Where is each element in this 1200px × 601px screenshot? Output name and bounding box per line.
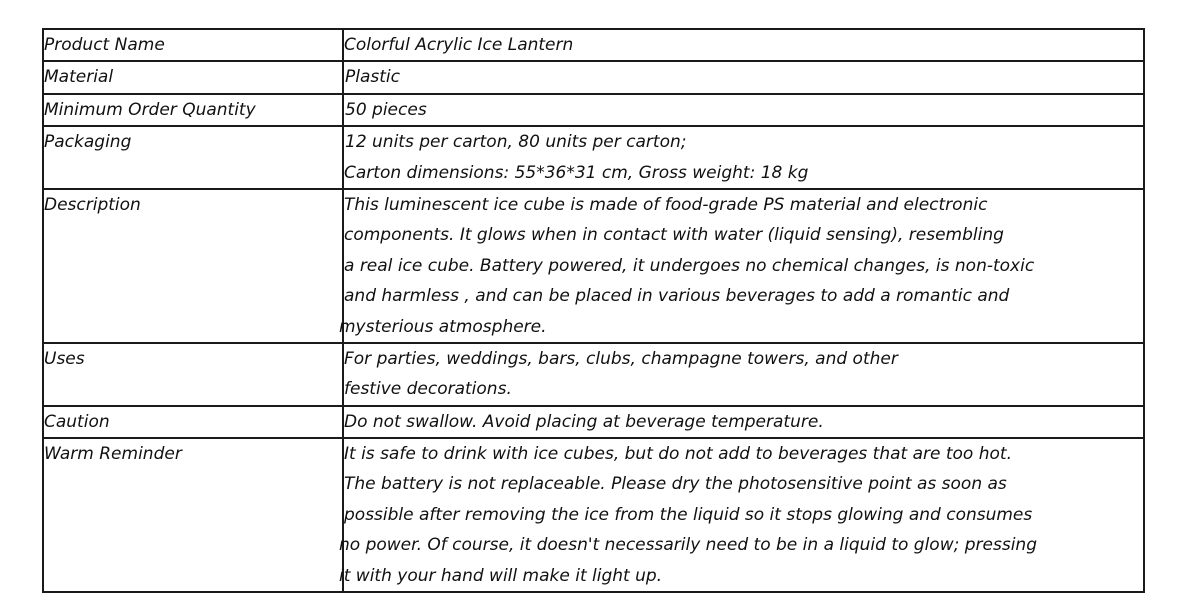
row-value-cell — [343, 61, 1144, 93]
row-value-line: components. It glows when in contact with water (liquid sensing), resembling — [344, 225, 1004, 246]
row-label-cell — [43, 406, 343, 438]
row-value-line: mysterious atmosphere. — [339, 316, 547, 337]
row-label-cell — [43, 438, 343, 592]
row-label: Packaging — [44, 132, 132, 153]
row-label: Minimum Order Quantity — [44, 99, 256, 120]
row-value-line: Do not swallow. Avoid placing at beverage temperature. — [344, 411, 824, 432]
row-label-cell — [43, 61, 343, 93]
row-label-cell — [43, 126, 343, 189]
row-value-line: it with your hand will make it light up. — [339, 565, 663, 586]
row-value-line: Carton dimensions: 55*36*31 cm, Gross weight: 18 kg — [344, 162, 809, 183]
table-row — [43, 94, 1144, 126]
row-label: Caution — [44, 411, 110, 432]
row-value-cell — [339, 438, 1144, 592]
row-value-line: This luminescent ice cube is made of food-grade PS material and electronic — [344, 194, 988, 215]
row-value-cell — [343, 406, 1144, 438]
table-row — [43, 61, 1144, 93]
table-row — [43, 189, 1144, 343]
row-label: Product Name — [44, 35, 165, 55]
table-row — [43, 406, 1144, 438]
row-value-line: The battery is not replaceable. Please dry the photosensitive point as soon as — [344, 474, 1007, 495]
row-label: Uses — [44, 348, 85, 369]
row-label-cell — [43, 94, 343, 126]
row-value-line: 12 units per carton, 80 units per carton; — [345, 132, 687, 153]
row-value-cell — [343, 29, 1144, 61]
row-label-cell — [43, 343, 343, 406]
row-value-line: and harmless , and can be placed in various beverages to add a romantic and — [344, 286, 1010, 307]
table-row — [43, 29, 1144, 61]
row-label: Material — [44, 67, 114, 88]
row-value-line: Colorful Acrylic Ice Lantern — [344, 35, 574, 55]
row-value-cell — [343, 126, 1144, 189]
row-value-cell — [343, 343, 1144, 406]
row-label-cell — [43, 29, 343, 61]
table-row — [43, 343, 1144, 406]
row-value-cell — [343, 94, 1144, 126]
row-value-line: festive decorations. — [344, 379, 512, 400]
row-label: Warm Reminder — [44, 444, 182, 465]
table-row — [43, 126, 1144, 189]
table-row — [43, 438, 1144, 592]
row-label-cell — [43, 189, 343, 343]
product-spec-table — [42, 28, 1145, 593]
row-value-line: 50 pieces — [345, 99, 427, 120]
row-value-line: possible after removing the ice from the liquid so it stops glowing and consumes — [344, 504, 1033, 525]
row-value-line: a real ice cube. Battery powered, it undergoes no chemical changes, is non-toxic — [344, 255, 1035, 276]
row-value-cell — [339, 189, 1144, 343]
row-value-line: no power. Of course, it doesn't necessarily need to be in a liquid to glow; pressing — [339, 535, 1037, 556]
row-value-line: Plastic — [345, 67, 400, 88]
row-value-line: It is safe to drink with ice cubes, but do not add to beverages that are too hot. — [344, 444, 1012, 465]
row-value-line: For parties, weddings, bars, clubs, champagne towers, and other — [344, 348, 898, 369]
row-label: Description — [44, 194, 141, 215]
